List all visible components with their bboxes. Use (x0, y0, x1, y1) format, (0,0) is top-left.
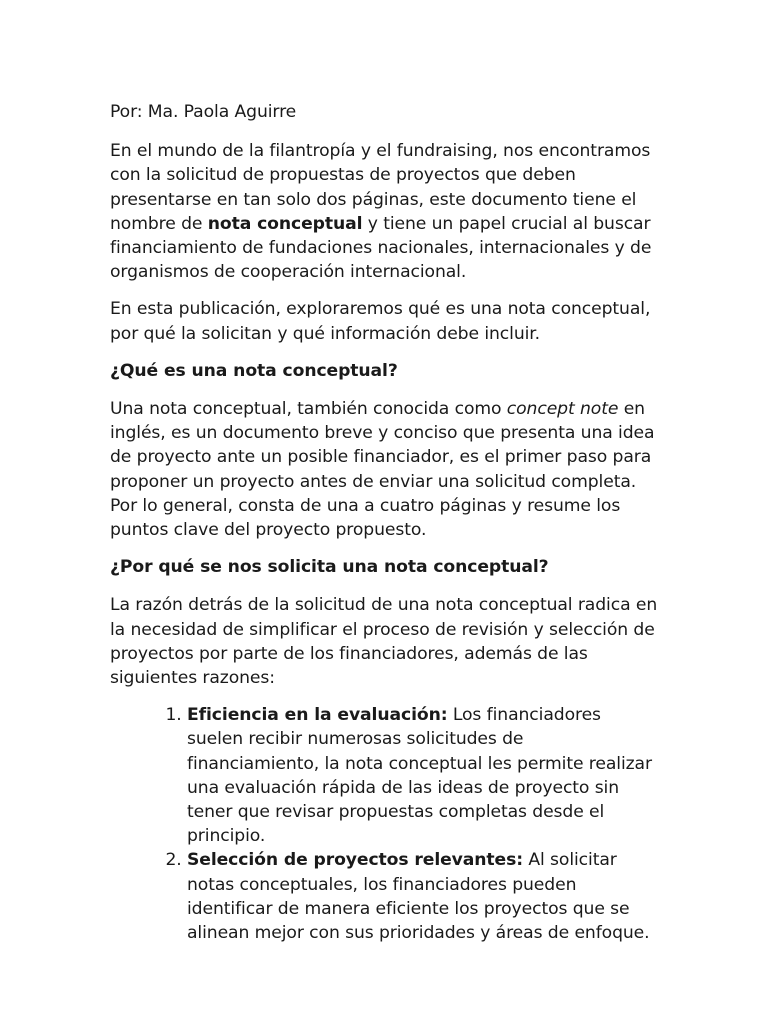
author-byline: Por: Ma. Paola Aguirre (110, 102, 297, 122)
list-item-text: Los financiadores suelen recibir numerosas solicitudes de financiamiento, la nota conceptual les permite realizar una evaluación rápida de las ideas de proyecto sin tener que revisar propuestas completas desde el principio. (187, 705, 652, 847)
list-item (187, 848, 658, 945)
definition-text-start: Una nota conceptual, también conocida como (110, 399, 507, 420)
definition-italic-term: concept note (506, 399, 619, 420)
section-heading-why: ¿Por qué se nos solicita una nota conceptual? (110, 557, 549, 578)
section-heading-what-is: ¿Qué es una nota conceptual? (110, 360, 398, 381)
list-item-title: Selección de proyectos relevantes: (187, 850, 523, 871)
definition-text-end: en inglés, es un documento breve y conciso que presenta una idea de proyecto ante un posible financiador, es el primer paso para proponer un proyecto antes de enviar una solicitud completa. Por lo general, consta de una a cuatro páginas y resume los puntos clave del proyecto propuesto. (110, 399, 655, 541)
intro-text-start: En el mundo de la filantropía y el fundraising, nos encontramos con la solicitud de propuestas de proyectos que deben presentarse en tan solo dos páginas, este documento tiene el nombre de (110, 141, 651, 234)
intro-paragraph (110, 139, 658, 284)
intro-text-end: y tiene un papel crucial al buscar financiamiento de fundaciones nacionales, internacionales y de organismos de cooperación internacional. (110, 213, 652, 283)
list-item-text: Al solicitar notas conceptuales, los financiadores pueden identificar de manera eficiente los proyectos que se alinean mejor con sus prioridades y áreas de enfoque. (187, 850, 650, 944)
reasons-paragraph: La razón detrás de la solicitud de una nota conceptual radica en la necesidad de simplificar el proceso de revisión y selección de proyectos por parte de los financiadores, además de las siguientes razones: (110, 595, 658, 689)
intro-bold-term: nota conceptual (207, 213, 363, 234)
list-item-title: Eficiencia en la evaluación: (187, 705, 448, 726)
definition-paragraph (110, 397, 658, 542)
reasons-list (110, 703, 658, 945)
publication-paragraph: En esta publicación, exploraremos qué es una nota conceptual, por qué la solicitan y qué información debe incluir. (110, 299, 651, 344)
list-item (187, 703, 658, 848)
